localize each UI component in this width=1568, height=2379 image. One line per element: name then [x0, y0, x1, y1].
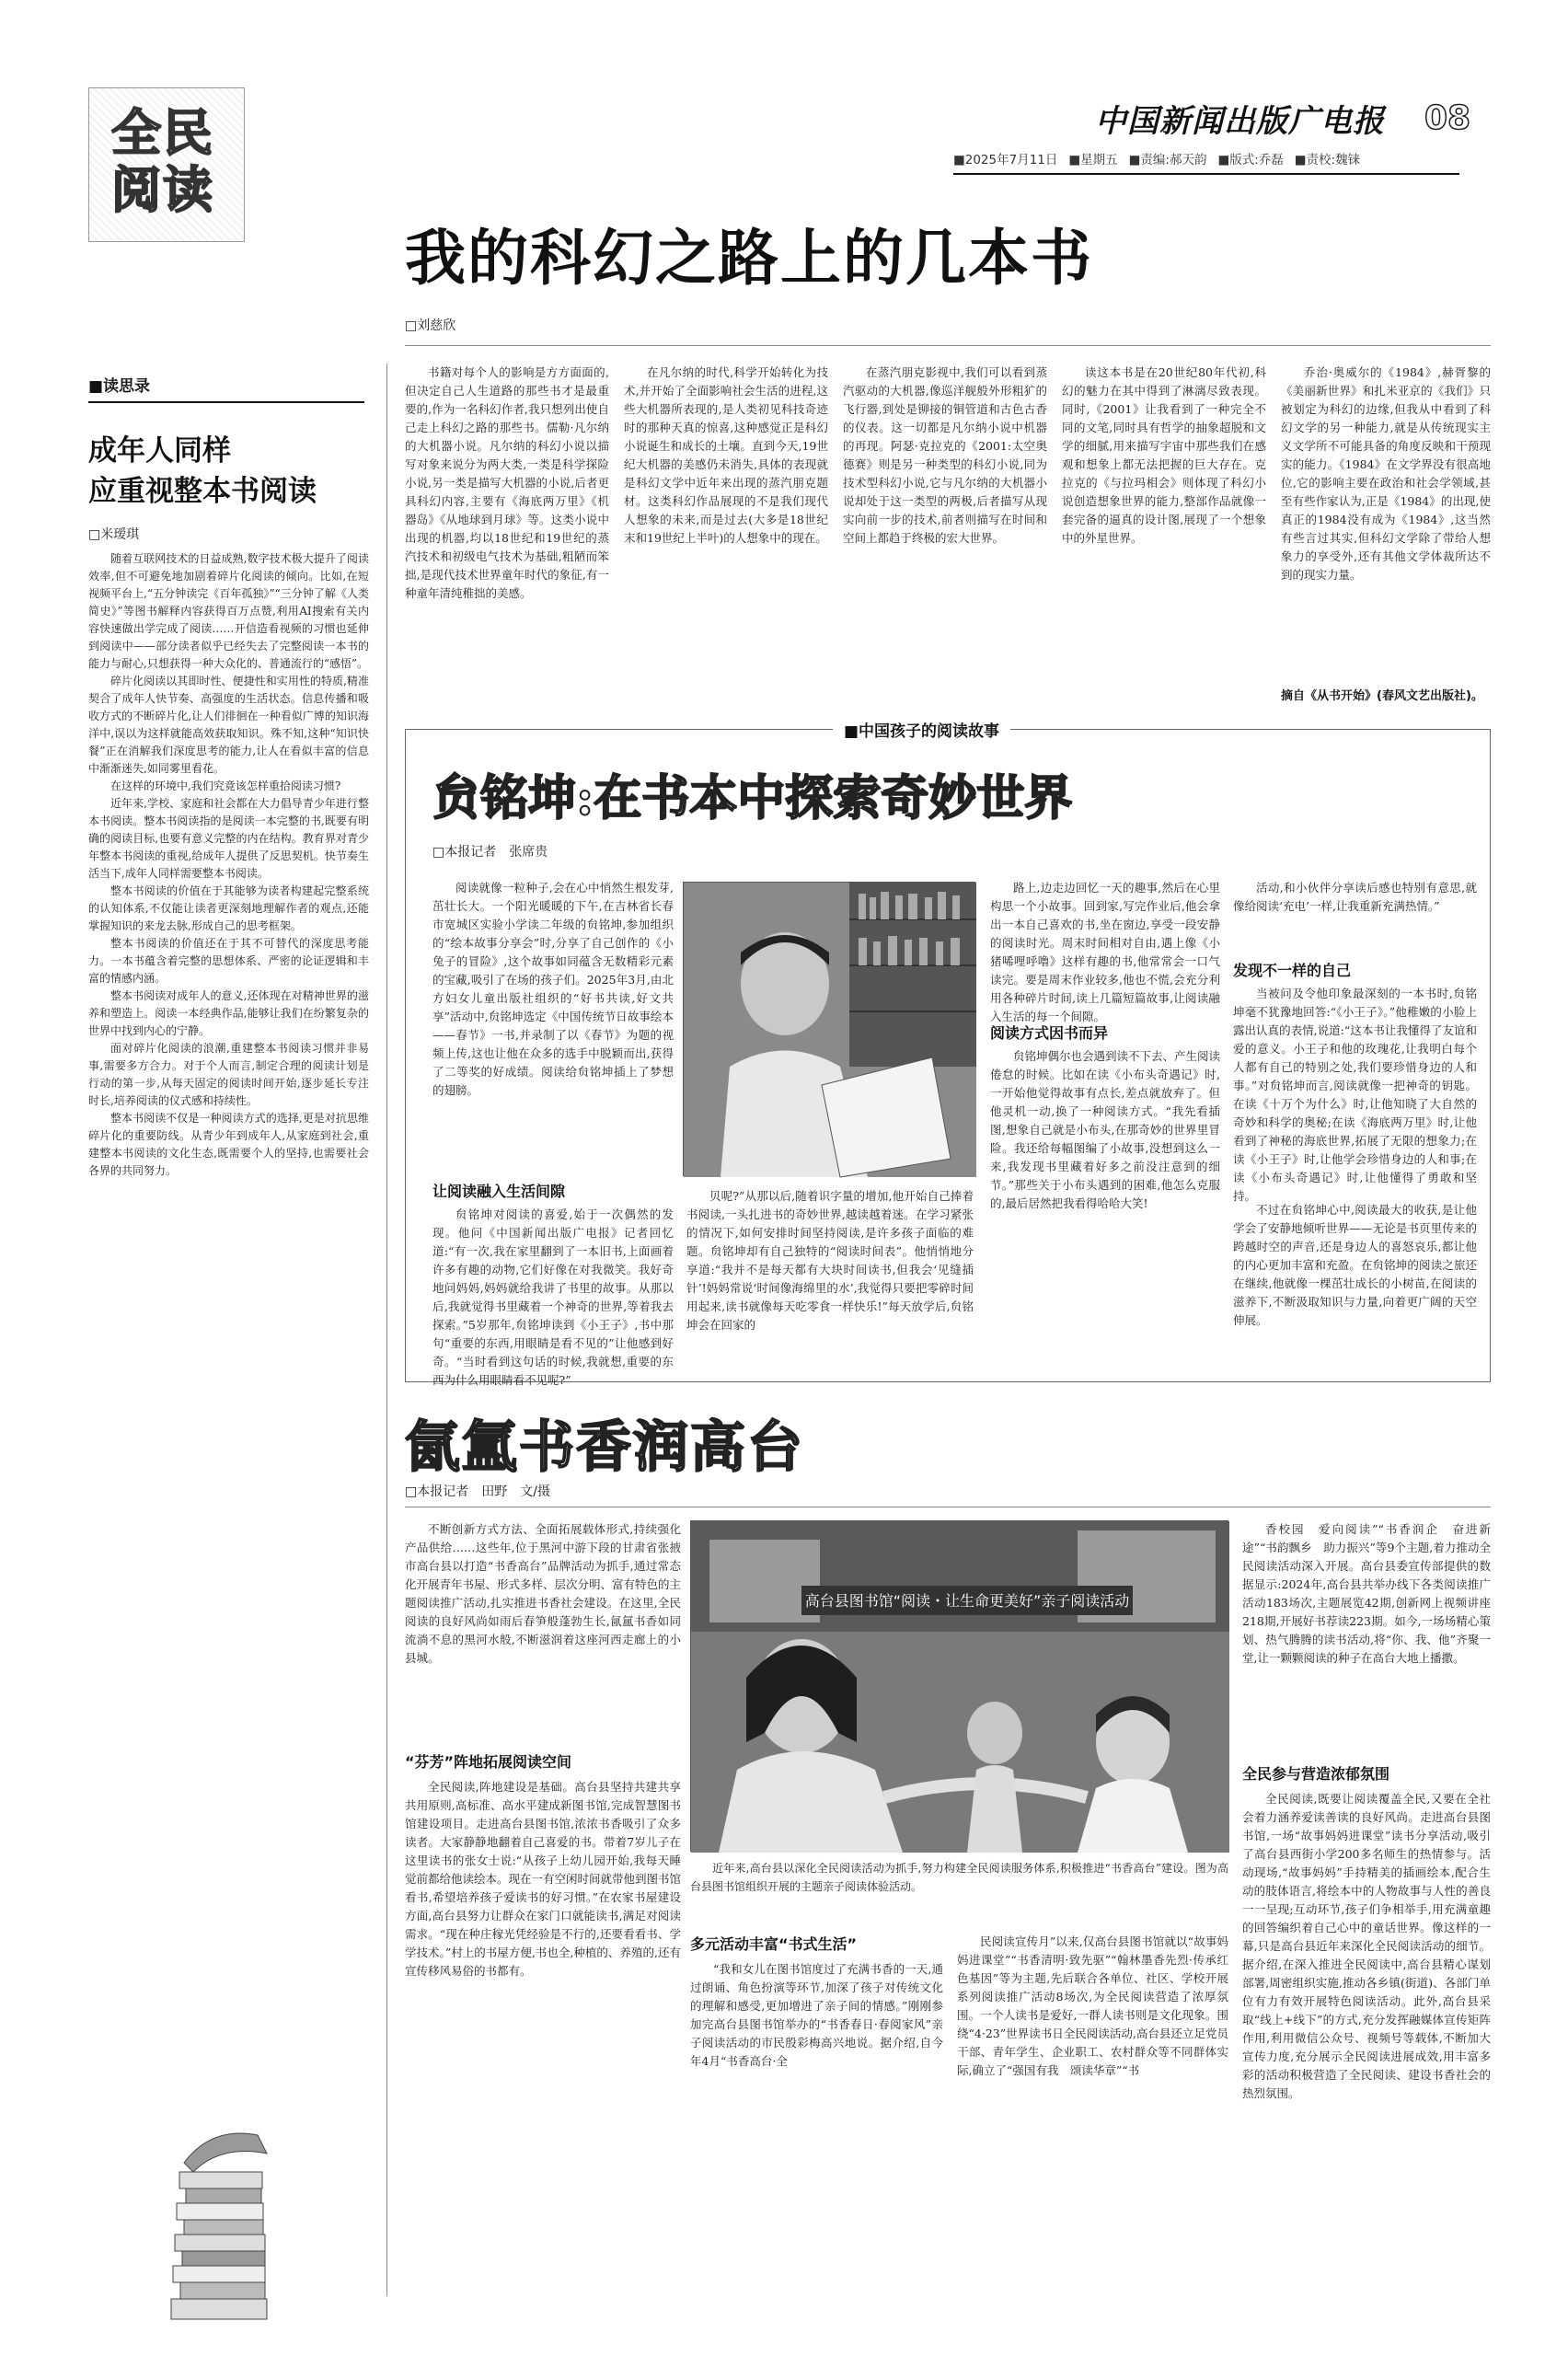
paragraph: 书籍对每个人的影响是方方面面的,但决定自己人生道路的那些书才是最重要的,作为一名科幻作者,我只想列出使自己走上科幻之路的那些书。儒勒·凡尔纳的大机器小说。凡尔纳的科幻小说以描写对象来说分为两大类,一类是科学探险小说,另一类是描写大机器的小说,后者更具科幻内容,主要有《海底两万里》《机器岛》《从地球到月球》等。这类小说中出现的机器,均以18世纪和19世纪的蒸汽技术和初级电气技术为基础,粗陋而笨拙,是现代技术世界童年时代的象征,有一种童年清纯稚拙的美感。 — [405, 365, 609, 600]
paragraph: 整本书阅读的价值还在于其不可替代的深度思考能力。一本书蕴含着完整的思想体系、严密的论证逻辑和丰富的情感内涵。 — [88, 937, 369, 985]
section-logo-text: 全民阅读 — [111, 104, 214, 219]
left-title-line2: 应重视整本书阅读 — [88, 475, 317, 508]
left-article-body — [88, 550, 369, 2096]
left-title-line1: 成年人同样 — [88, 434, 231, 468]
feature-col-4a — [1233, 879, 1477, 953]
book-stack-illustration — [156, 2108, 285, 2328]
boy-reading-photo — [683, 882, 975, 1176]
paragraph: 路上,边走边回忆一天的趣事,然后在心里构思一个小故事。回到家,写完作业后,他会拿出一本自己喜欢的书,坐在窗边,享受一段安静的阅读时光。周末时间相对自由,遇上像《小猪唏哩呼噜》这样有趣的书,他常常会一口气读完。要是周末作业较多,他也不慌,会充分利用各种碎片时间,读上几篇短篇故事,让阅读融入生活的每一个间隙。 — [990, 881, 1220, 1023]
section-logo-box — [88, 87, 245, 242]
bottom-col-2b — [690, 1960, 943, 2310]
paragraph: 民阅读宣传月”以来,仅高台县图书馆就以“故事妈妈进课堂”“书香清明·致先驱”“翰林墨香先烈·传承红色基因”等为主题,先后联合各单位、社区、学校开展系列阅读推广活动8场次,为全民阅读营造了浓厚氛围。一个人读书是爱好,一群人读书则是文化现象。围绕“4·23”世界读书日全民阅读活动,高台县还立足党员干部、青年学生、企业职工、农村群众等不同群体实际,确立了“强国有我 颂读华章”“书 — [957, 1934, 1228, 2077]
photo-caption-text: 近年来,高台县以深化全民阅读活动为抓手,努力构建全民阅读服务体系,积极推进“书香高台”建设。图为高台县图书馆组织开展的主题亲子阅读体验活动。 — [690, 1862, 1228, 1893]
lead-article-title: 我的科幻之路上的几本书 — [405, 222, 1093, 294]
feature-subhead-2: 阅读方式因书而异 — [990, 1024, 1109, 1042]
paragraph: 全民阅读,阵地建设是基础。高台县坚持共建共享共用原则,高标准、高水平建成新图书馆,完成智慧图书馆建设项目。走进高台县图书馆,浓浓书香吸引了众多读者。大家静静地翻着自己喜爱的书。带着7岁儿子在这里读书的张女士说:“从孩子上幼儿园开始,我每天睡觉前都给他读绘本。现在一有空闲时间就带他到图书馆看书,希望培养孩子爱读书的好习惯。”在农家书屋建设方面,高台县努力让群众在家门口就能读书,满足对阅读需求。“现在种庄稼光凭经验是不行的,还要看看书、学学技术。”村上的书屋方便,书也全,种植的、养殖的,还有宣传移风易俗的书都有。 — [405, 1780, 682, 1978]
paragraph: 随着互联网技术的日益成熟,数字技术极大提升了阅读效率,但不可避免地加剧着碎片化阅读的倾向。比如,在短视频平台上,“五分钟读完《百年孤独》”“三分钟了解《人类简史》”等图书解释内容获得百万点赞,利用AI搜索有关内容快速做出学完成了阅读……开信造看视频的习惯也延伸到阅读中——部分读者似乎已经失去了完整阅读一本书的能力与耐心,只想获得一种大众化的、普通流行的“感悟”。 — [88, 552, 369, 670]
paragraph: 活动,和小伙伴分享读后感也特别有意思,就像给阅读‘充电’一样,让我重新充满热情。” — [1233, 881, 1477, 913]
paragraph: 在蒸汽朋克影视中,我们可以看到蒸汽驱动的大机器,像巡洋舰般外形粗犷的飞行器,到处是铆接的铜管道和古色古香的仪表。这一切都是凡尔纳小说中机器的再现。阿瑟·克拉克的《2001:太空奥德赛》则是另一种类型的科幻小说,同为技术型科幻小说,它与凡尔纳的大机器小说却处于这一类型的两极,后者描写从现实向前一步的技术,前者则描写在时间和空间上都趋于终极的宏大世界。 — [843, 365, 1047, 545]
bottom-col-3a — [957, 1933, 1228, 2310]
feature-col-3a — [990, 879, 1220, 1023]
paragraph: 在凡尔纳的时代,科学开始转化为技术,并开始了全面影响社会生活的进程,这些大机器所表现的,是人类初见科技奇迹时的那种天真的惊喜,这种感觉正是科幻小说诞生和成长的土壤。直到今天,19世纪大机器的美感仍未消失,具体的表现就是科幻文学中近年来出现的蒸汽朋克题材。这类科幻作品展现的不是我们现代人想象的未来,而是过去(大多是18世纪末和19世纪上半叶)的人想象中的现在。 — [624, 365, 828, 545]
library-photo-caption — [690, 1859, 1228, 1916]
left-section-tag: ■读思录 — [88, 377, 151, 396]
paragraph: 香校园 爱向阅读”“书香润企 奋进新途”“书韵飘乡 助力振兴”等9个主题,着力推动全民阅读活动深入开展。高台县委宣传部提供的数据显示:2024年,高台县共举办线下各类阅读推广活动183场次,主题展览42期,创新网上视频讲座218期,开展好书荐读223期。如今,一场场精心策划、热气腾腾的读书活动,将“你、我、他”齐聚一堂,让一颗颗阅读的种子在高台大地上播撒。 — [1242, 1522, 1491, 1665]
paragraph: 全民阅读,既要让阅读覆盖全民,又要在全社会着力涵养爱读善读的良好风尚。走进高台县图书馆,一场“故事妈妈进课堂”读书分享活动,吸引了高台县西街小学200多名师生的热情参与。活动现场,“故事妈妈”手持精美的插画绘本,配合生动的肢体语言,将绘本中的人物故事与人性的善良一一呈现;互动环节,孩子们争相举手,用充满童趣的回答编织着自己心中的童话世界。像这样的一幕,只是高台县近年来深化全民阅读活动的细节。据介绍,在深入推进全民阅读中,高台县精心谋划部署,周密组织实施,推动各乡镇(街道)、各部门单位有力有效开展特色阅读活动。此外,高台县采取“线上+线下”的方式,充分发挥融媒体宣传矩阵作用,利用微信公众号、视频号等载体,不断加大宣传力度,充分展示全民阅读进展成效,用丰富多彩的活动积极营造了全民阅读、建设书香社会的热烈氛围。 — [1242, 1792, 1491, 2100]
feature-col-1 — [432, 879, 674, 1164]
paper-name: 中国新闻出版广电报 — [1095, 103, 1385, 140]
page-number: 08 — [1424, 99, 1471, 137]
paragraph: 贠铭坤偶尔也会遇到读不下去、产生阅读倦怠的时候。比如在读《小布头奇遇记》时,一开始他觉得故事有点长,差点就放弃了。但他灵机一动,换了一种阅读方式。“我先看插图,想象自己就是小布头,在那奇妙的世界里冒险。我还给每幅图编了小故事,没想到这么一来,我发现书里藏着好多之前没注意到的细节。”那些关于小布头遇到的困难,他怎么克服的,最后居然把我看得哈哈大笑! — [990, 1049, 1221, 1210]
left-column-divider — [386, 364, 387, 2296]
feature-kicker: ■中国孩子的阅读故事 — [833, 718, 1010, 741]
bottom-subhead-4: 全民参与营造浓郁氛围 — [1242, 1765, 1390, 1783]
issue-date: ■2025年7月11日 — [953, 153, 1058, 167]
paragraph: 贝呢?”从那以后,随着识字量的增加,他开始自己捧着书阅读,一头扎进书的奇妙世界,越读越着迷。在学习紧张的情况下,如何安排时间坚持阅读,是许多孩子面临的难题。贠铭坤却有自己独特的“阅读时间表”。他悄悄地分享道:“我并不是每天都有大块时间读书,但我会‘见缝插针’!妈妈常说‘时间像海绵里的水’,我觉得只要把零碎时间用起来,读书就像每天吃零食一样快乐!”每天放学后,贠铭坤会在回家的 — [686, 1189, 974, 1332]
lead-source-note: 摘自《从书开始》(春风文艺出版社)。 — [1281, 689, 1483, 703]
bottom-col-1a — [405, 1520, 681, 1741]
feature-subhead-3: 发现不一样的自己 — [1233, 962, 1352, 979]
bottom-col-1b — [405, 1778, 681, 2312]
lead-byline: □刘慈欣 — [405, 318, 456, 333]
paragraph: 面对碎片化阅读的浪潮,重建整本书阅读习惯并非易事,需要多方合力。对于个人而言,制定合理的阅读计划是行动的第一步,从每天固定的阅读时间开始,逐步延长专注时长,培养阅读的仪式感和持续性。 — [88, 1042, 369, 1107]
paragraph: 不断创新方式方法、全面拓展载体形式,持续强化产品供给……这些年,位于黑河中游下段的甘肃省张掖市高台县以打造“书香高台”品牌活动为抓手,通过常态化开展青年书屋、形式多样、层次分明、富有特色的主题阅读推广活动,扎实推进书香社会建设。在这里,全民阅读的良好风尚如雨后春笋般蓬勃生长,氤氲书香如同流淌不息的黑河水般,不断滋润着这座河西走廊上的小县城。 — [405, 1522, 682, 1665]
feature-col-4b — [1233, 985, 1477, 1203]
layout-credit: ■版式:乔磊 — [1217, 153, 1284, 167]
paragraph: 碎片化阅读以其即时性、便捷性和实用性的特质,精准契合了成年人快节奏、高强度的生活状态。信息传播和吸收方式的不断碎片化,让人们徘徊在一种看似广博的知识海洋中,误以为这样就能高效获取知识。殊不知,这种“知识快餐”正在消解我们深度思考的能力,让人在看似丰富的信息中渐渐迷失,如同雾里看花。 — [88, 675, 369, 775]
paragraph: 近年来,学校、家庭和社会都在大力倡导青少年进行整本书阅读。整本书阅读指的是阅读一本完整的书,既要有明确的阅读目标,也要有意义完整的内在结构。教育界对青少年整本书阅读的重视,给成年人提供了反思契机。快节奏生活当下,成年人同样需要整本书阅读。 — [88, 797, 369, 880]
lead-top-rule — [405, 345, 1491, 346]
left-byline: □米瑷琪 — [88, 527, 140, 542]
paragraph: 整本书阅读的价值在于其能够为读者构建起完整系统的认知体系,不仅能让读者更深刻地理解作者的观点,还能掌握知识的来龙去脉,形成自己的思考框架。 — [88, 884, 369, 932]
feature-col-1b — [432, 1206, 674, 1387]
paragraph: 阅读就像一粒种子,会在心中悄然生根发芽,茁壮长大。一个阳光暖暖的下午,在吉林省长春市宽城区实验小学读二年级的贠铭坤,参加组织的“绘本故事分享会”时,分享了自己创作的《小兔子的冒险》,这个故事如同蕴含无数精彩元素的宝藏,吸引了在场的孩子们。2025年3月,由北方妇女儿童出版社组织的“好书共读,好文共享”活动中,贠铭坤选定《中国传统节日故事绘本——春节》一书,并录制了以《春节》为题的视频上传,这也让他在众多的选手中脱颖而出,获得了二等奖的好成绩。阅读给贠铭坤插上了梦想的翅膀。 — [432, 881, 674, 1097]
lead-col-1 — [405, 364, 609, 704]
paragraph: 整本书阅读对成年人的意义,还体现在对精神世界的滋养和塑造上。阅读一本经典作品,能够让我们在纷繁复杂的世界中找到内心的宁静。 — [88, 989, 369, 1037]
bottom-subhead-2: 多元活动丰富“书式生活” — [690, 1935, 858, 1953]
paragraph: 读这本书是在20世纪80年代初,科幻的魅力在其中得到了淋漓尽致表现。同时,《2001》让我看到了一种完全不同的文笔,同时具有哲学的抽象超脱和文学的细腻,用来描写宇宙中那些我们在感观和想象上都无法把握的巨大存在。克拉克的《与拉玛相会》则体现了科幻小说创造想象世界的能力,整部作品就像一套完备的逼真的设计图,展现了一个想象中的外星世界。 — [1062, 365, 1266, 545]
bottom-byline: □本报记者 田野 文/摄 — [405, 1484, 550, 1499]
paragraph: 不过在贠铭坤心中,阅读最大的收获,是让他学会了安静地倾听世界——无论是书页里传来的跨越时空的声音,还是身边人的喜怒哀乐,都让他的内心更加丰富和充盈。在贠铭坤的阅读之旅还在继续,他就像一棵茁壮成长的小树苗,在阅读的滋养下,不断汲取知识与力量,向着更广阔的天空伸展。 — [1233, 1203, 1477, 1327]
paragraph: 贠铭坤对阅读的喜爱,始于一次偶然的发现。他问《中国新闻出版广电报》记者回忆道:“有一次,我在家里翻到了一本旧书,上面画着许多有趣的动物,它们好像在对我微笑。我好奇地问妈妈,妈妈就给我讲了书里的故事。从那以后,我就觉得书里藏着一个神奇的世界,等着我去探索。”5岁那年,贠铭坤读到《小王子》,书中那句“重要的东西,用眼睛是看不见的”让他感到好奇。“当时看到这句话的时候,我就想,重要的东西为什么用眼睛看不见呢?” — [432, 1207, 674, 1387]
left-article-title — [88, 431, 317, 512]
feature-col-2a — [686, 1187, 974, 1371]
masthead-info — [953, 149, 1360, 167]
lead-col-4 — [1062, 364, 1266, 704]
paragraph: “我和女儿在图书馆度过了充满书香的一天,通过朗诵、角色扮演等环节,加深了孩子对传统文化的理解和感受,更加增进了亲子间的情感。”刚刚参加完高台县图书馆举办的“书香春日·春阅家风”亲子阅读活动的市民殷彩梅高兴地说。据介绍,自今年4月“书香高台·全 — [690, 1962, 943, 2068]
bottom-col-4a — [1242, 1520, 1491, 1755]
paragraph: 当被问及令他印象最深刻的一本书时,贠铭坤毫不犹豫地回答:“《小王子》。”他稚嫩的小脸上露出认真的表情,说道:“这本书让我懂得了友谊和爱的意义。小王子和他的玫瑰花,让我明白每个人都有自己的特别之处,我们要珍惜身边的人和事。”对贠铭坤而言,阅读就像一把神奇的钥匙。在读《十万个为什么》时,让他知晓了大自然的奇妙和科学的奥秘;在读《海底两万里》时,让他看到了神秘的海底世界,拓展了无限的想象力;在读《小王子》时,让他学会珍惜身边的人和事;在读《小布头奇遇记》时,让他懂得了勇敢和坚持。 — [1233, 987, 1477, 1203]
feature-col-4c — [1233, 1201, 1477, 1371]
paragraph: 整本书阅读不仅是一种阅读方式的选择,更是对抗思维碎片化的重要防线。从青少年到成年人,从家庭到社会,重建整本书阅读的文化生态,既需要个人的坚持,也需要社会各界的共同努力。 — [88, 1112, 369, 1177]
lead-col-5 — [1281, 364, 1491, 681]
photo-banner-text: 高台县图书馆“阅读・让生命更美好”亲子阅读活动 — [804, 1592, 1130, 1610]
lead-col-3 — [843, 364, 1047, 704]
bottom-subhead-1: “芬芳”阵地拓展阅读空间 — [405, 1753, 572, 1771]
masthead-rule — [953, 173, 1459, 175]
paragraph: 在这样的环境中,我们究竟该怎样重拾阅读习惯? — [110, 780, 341, 792]
feature-subhead-1: 让阅读融入生活间隙 — [432, 1183, 566, 1200]
feature-byline: □本报记者 张席贵 — [432, 845, 548, 860]
feature-col-3b — [990, 1047, 1220, 1374]
paragraph: 乔治·奥威尔的《1984》,赫胥黎的《美丽新世界》和扎米亚京的《我们》只被划定为科幻的边缘,但我从中看到了科幻文学的另一种能力,就是从传统现实主义文学所不可能具备的角度反映和干预现实的能力。《1984》在文学界没有很高地位,它的影响主要在政治和社会学领域,甚至有些作家认为,正是《1984》的出现,使真正的1984没有成为《1984》,这当然有些言过其实,但科幻文学除了带给人想象力的享受外,还有其他文学体裁所达不到的现实力量。 — [1281, 365, 1491, 582]
editor-credit: ■责编:郝天韵 — [1128, 153, 1207, 167]
bottom-article-title: 氤氲书香润高台 — [405, 1415, 804, 1480]
lead-col-2 — [624, 364, 828, 704]
feature-title: 贠铭坤:在书本中探索奇妙世界 — [432, 770, 1073, 826]
bottom-col-4b — [1242, 1790, 1491, 2310]
proof-credit: ■责校:魏铼 — [1294, 153, 1361, 167]
issue-weekday: ■星期五 — [1068, 153, 1118, 167]
library-event-photo — [690, 1520, 1228, 1852]
left-tag-rule — [88, 401, 364, 403]
